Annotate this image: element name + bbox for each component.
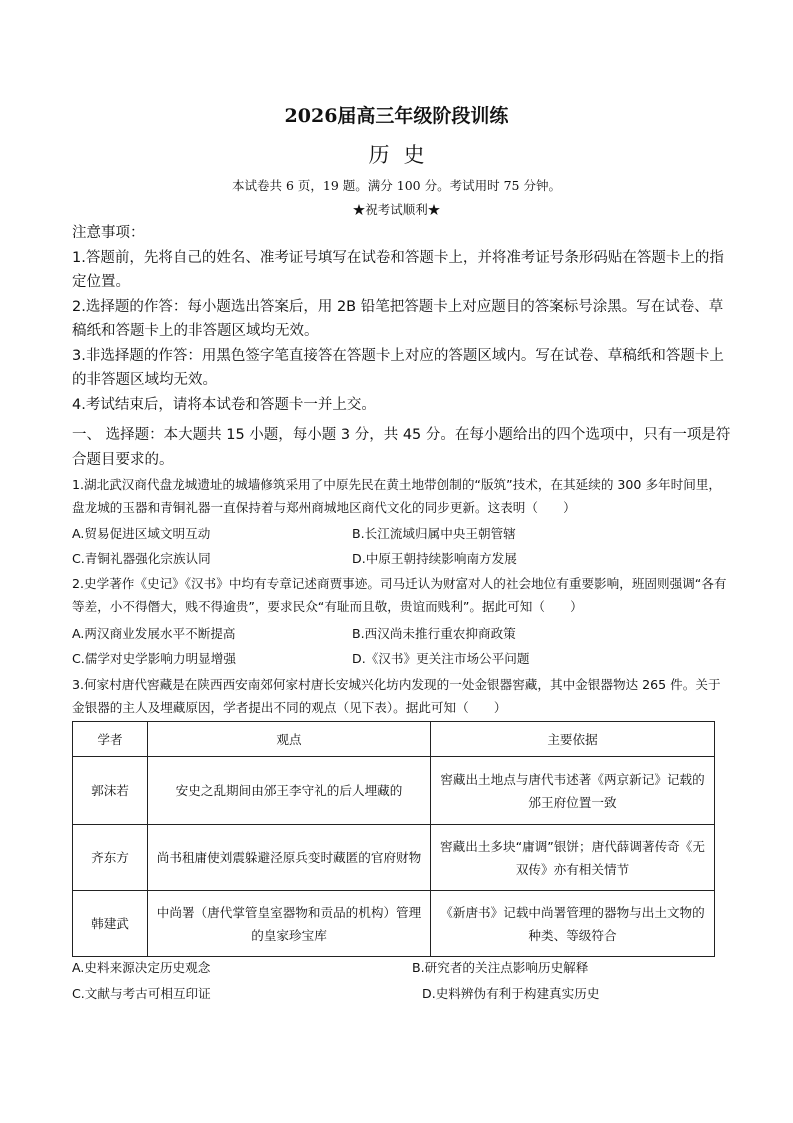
q2-option-a: A.两汉商业发展水平不断提高	[72, 626, 236, 641]
table-header-view: 观点	[148, 722, 431, 757]
table-cell-scholar: 郭沫若	[73, 757, 148, 825]
good-luck-line: ★祝考试顺利★	[352, 202, 441, 217]
question-3-stem: 3.何家村唐代窖藏是在陕西西安南郊何家村唐长安城兴化坊内发现的一处金银器窖藏，其中金银器物达 265 件。关于金银器的主人及埋藏原因，学者提出不同的观点（见下表）。据此可知（ ）	[72, 677, 721, 715]
table-header-basis: 主要依据	[431, 722, 715, 757]
note-item-1: 1.答题前，先将自己的姓名、准考证号填写在试卷和答题卡上，并将准考证号条形码贴在答题卡上的指定位置。	[72, 249, 724, 290]
q3-option-b: B.研究者的关注点影响历史解释	[412, 960, 589, 975]
q2-option-b: B.西汉尚未推行重农抑商政策	[352, 626, 516, 641]
table-cell-view: 尚书租庸使刘震躲避泾原兵变时藏匿的官府财物	[148, 825, 431, 891]
table-header-scholar: 学者	[73, 722, 148, 757]
table-row	[73, 825, 715, 891]
q1-option-a: A.贸易促进区域文明互动	[72, 526, 211, 541]
table-header-row	[73, 722, 715, 757]
note-item-2: 2.选择题的作答：每小题选出答案后，用 2B 铅笔把答题卡上对应题目的答案标号涂黑。写在试卷、草稿纸和答题卡上的非答题区域均无效。	[72, 298, 724, 339]
q3-option-a: A.史料来源决定历史观念	[72, 960, 211, 975]
q2-option-c: C.儒学对史学影响力明显增强	[72, 651, 236, 666]
table-row	[73, 891, 715, 957]
question-2-stem: 2.史学著作《史记》《汉书》中均有专章记述商贾事迹。司马迁认为财富对人的社会地位有重要影响，班固则强调“各有等差，小不得僭大，贱不得逾贵”，要求民众“有耻而且敬，贵谊而贱利”。据此可知（ ）	[72, 576, 727, 614]
notes-block	[72, 221, 732, 417]
table-cell-basis: 窖藏出土多块“庸调”银饼；唐代薛调著传奇《无双传》亦有相关情节	[431, 825, 715, 891]
question-1-stem: 1.湖北武汉商代盘龙城遗址的城墙修筑采用了中原先民在黄土地带创制的“版筑”技术，在其延续的 300 多年时间里，盘龙城的玉器和青铜礼器一直保持着与郑州商城地区商代文化的同步更新。这表明（ ）	[72, 477, 722, 515]
scholar-views-table	[72, 721, 715, 957]
exam-subject: 历史	[368, 143, 439, 167]
table-cell-scholar: 韩建武	[73, 891, 148, 957]
q1-option-b: B.长江流域归属中央王朝管辖	[352, 526, 516, 541]
q2-option-d: D.《汉书》更关注市场公平问题	[352, 651, 530, 666]
exam-info: 本试卷共 6 页，19 题。满分 100 分。考试用时 75 分钟。	[232, 178, 561, 193]
q3-option-c: C.文献与考古可相互印证	[72, 986, 211, 1001]
exam-title: 2026届高三年级阶段训练	[284, 105, 509, 127]
table-cell-scholar: 齐东方	[73, 825, 148, 891]
q1-option-c: C.青铜礼器强化宗族认同	[72, 551, 211, 566]
note-item-3: 3.非选择题的作答：用黑色签字笔直接答在答题卡上对应的答题区域内。写在试卷、草稿纸和答题卡上的非答题区域均无效。	[72, 347, 724, 388]
table-cell-basis: 窖藏出土地点与唐代韦述著《两京新记》记载的邠王府位置一致	[431, 757, 715, 825]
note-item-4: 4.考试结束后，请将本试卷和答题卡一并上交。	[72, 396, 376, 413]
table-cell-basis: 《新唐书》记载中尚署管理的器物与出土文物的种类、等级符合	[431, 891, 715, 957]
section-heading: 一、 选择题：本大题共 15 小题，每小题 3 分，共 45 分。在每小题给出的四个选项中，只有一项是符合题目要求的。	[72, 427, 731, 468]
notes-heading: 注意事项：	[72, 225, 145, 241]
table-cell-view: 安史之乱期间由邠王李守礼的后人埋藏的	[148, 757, 431, 825]
q1-option-d: D.中原王朝持续影响南方发展	[352, 551, 517, 566]
q3-option-d: D.史料辨伪有利于构建真实历史	[422, 986, 600, 1001]
table-cell-view: 中尚署（唐代掌管皇室器物和贡品的机构）管理的皇家珍宝库	[148, 891, 431, 957]
table-row	[73, 757, 715, 825]
